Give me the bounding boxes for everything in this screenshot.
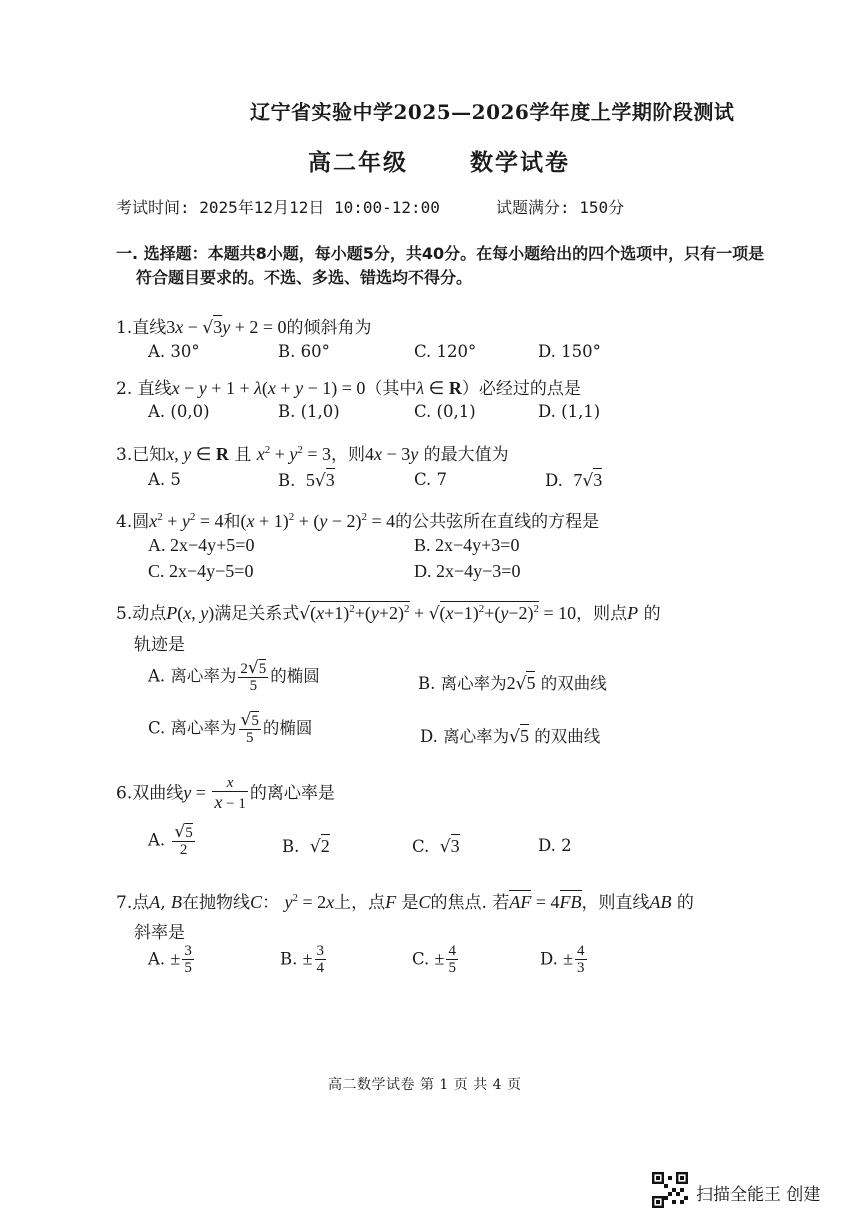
q4-option-d: D. 2x−4y−3=0	[414, 561, 521, 581]
question-7: 7.点A, B在抛物线C： $y^2 = 2x$上，点F 是C的焦点. 若AF = 4FB，则直线AB 的	[116, 892, 694, 913]
question-5-line-2: 轨迹是	[134, 635, 185, 655]
q2-option-d: D. (1,1)	[538, 402, 601, 421]
section-1-instruction: 一. 选择题：本题共8小题，每小题5分，共40分。在每小题给出的四个选项中，只有一项是	[116, 244, 765, 263]
exam-title: 辽宁省实验中学2025—2026学年度上学期阶段测试	[250, 100, 735, 124]
q1-option-a: A. 30°	[148, 342, 200, 361]
q3-option-d: D. 7√3	[545, 470, 603, 491]
q6-option-b: B. √2	[282, 836, 330, 857]
question-1: 1.直线3x − √3y + 2 = 0的倾斜角为	[116, 317, 372, 338]
exam-time: 考试时间: 2025年12月12日 10:00-12:00	[116, 198, 440, 217]
page-footer: 高二数学试卷 第 1 页 共 4 页	[328, 1077, 522, 1093]
q7-option-d: D. ± $\frac{4}{3}$	[540, 943, 585, 976]
q6-option-c: C. √3	[412, 836, 460, 857]
q1-option-d: D. 150°	[538, 342, 601, 361]
question-2: 2. 直线x − y + 1 + λ(x + y − 1) = 0（其中λ ∈ R）必经过的点是	[116, 378, 581, 399]
q4-option-c: C. 2x−4y−5=0	[148, 561, 254, 581]
q7-option-b: B. ± $\frac{3}{4}$	[280, 943, 325, 976]
watermark-text: 扫描全能王 创建	[696, 1185, 821, 1205]
grade-label: 高二年级	[308, 149, 408, 176]
q1-option-c: C. 120°	[414, 342, 477, 361]
q5-option-d: D. 离心率为√5 的双曲线	[420, 726, 601, 747]
question-5: 5.动点P(x, y)满足关系式$√(x+1)^2+(y+2)^2 + √(x-1)^2+(y-2)^2 = 10$，则点P 的	[116, 603, 661, 624]
q7-option-a: A. ± $\frac{3}{5}$	[148, 943, 192, 976]
qr-code-icon	[652, 1172, 688, 1208]
q2-option-c: C. (0,1)	[414, 402, 476, 421]
q6-option-a: A. $\frac{√5}{2}$	[148, 822, 193, 858]
q7-option-c: C. ± $\frac{4}{5}$	[412, 943, 456, 976]
q3-option-c: C. 7	[414, 470, 448, 489]
q3-option-b: B. 5√3	[278, 470, 335, 491]
question-4: 4.圆$x^2 + y^2 = 4$和$(x + 1)^2 + (y - 2)^2 = 4$的公共弦所在直线的方程是	[116, 511, 600, 532]
q5-option-b: B. 离心率为2√5 的双曲线	[418, 673, 607, 694]
q6-option-d: D. 2	[538, 836, 572, 855]
q5-option-c: C. 离心率为 $\frac{√5}{5}$ 的椭圆	[148, 710, 313, 746]
q4-option-b: B. 2x−4y+3=0	[414, 535, 520, 555]
q2-option-a: A. (0,0)	[148, 402, 210, 421]
q1-option-b: B. 60°	[278, 342, 330, 361]
q2-option-b: B. (1,0)	[278, 402, 340, 421]
subject-label: 数学试卷	[470, 149, 570, 176]
full-score: 试题满分: 150分	[496, 198, 625, 217]
question-6: 6.双曲线y = $\frac{x}{x - 1}$ 的离心率是	[116, 775, 335, 812]
question-3: 3.已知x, y ∈ R 且 $x^2 + y^2 = 3$，则4x − 3y 的最大值为	[116, 444, 509, 465]
q5-option-a: A. 离心率为 $\frac{2√5}{5}$ 的椭圆	[148, 658, 320, 694]
section-1-instruction-2: 符合题目要求的。不选、多选、错选均不得分。	[136, 268, 473, 287]
question-7-line-2: 斜率是	[134, 923, 185, 943]
q4-option-a: A. 2x−4y+5=0	[148, 535, 255, 555]
q3-option-a: A. 5	[148, 470, 181, 489]
